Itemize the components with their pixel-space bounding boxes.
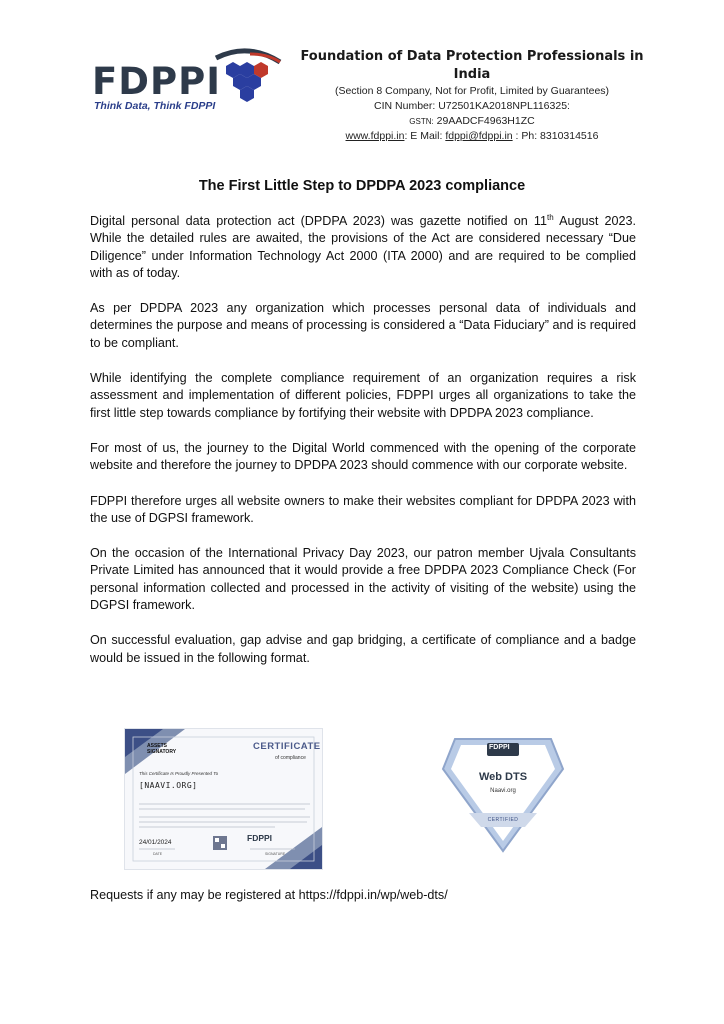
seal-line-1: ASSETS <box>147 743 168 749</box>
gstn-label: GSTN: <box>409 117 434 126</box>
badge-title: Web DTS <box>478 771 528 783</box>
certificate-sample <box>125 729 322 869</box>
certificate-date-label: DATE <box>153 852 163 856</box>
contact-line <box>292 129 652 144</box>
org-name: Foundation of Data Protection Professionals in India <box>300 49 644 82</box>
badge-logo: FDPPI <box>489 744 510 751</box>
paragraph-1 <box>90 213 636 282</box>
website-link[interactable]: www.fdppi.in <box>345 130 405 142</box>
certificate-date: 24/01/2024 <box>139 839 172 846</box>
p1-text-a: Digital personal data protection act (DPDPA 2023) was gazette notified on 11 <box>90 214 548 228</box>
certificate-sign-label: SIGNATURE <box>265 852 286 856</box>
certificate-seal-label <box>147 743 176 755</box>
logo-arc-icon <box>210 48 284 110</box>
paragraph-5: FDPPI therefore urges all website owners to make their websites compliant for DPDPA 2023 with the use of DGPSI framework. <box>90 493 636 525</box>
paragraph-7: On successful evaluation, gap advise and gap bridging, a certificate of compliance and a badge would be issued in the following format. <box>90 633 636 665</box>
paragraph-3: While identifying the complete compliance requirement of an organization requires a risk assessment and implementation of different policies, FDPPI urges all organizations to take the first little step towards compliance by fortifying their website with DPDPA 2023 compliance. <box>90 371 636 420</box>
badge-site: Naavi.org <box>490 788 516 794</box>
page-title: The First Little Step to DPDPA 2023 compliance <box>198 178 526 194</box>
paragraph-4: For most of us, the journey to the Digital World commenced with the opening of the corporate website and therefore the journey to DPDPA 2023 should commence with our corporate website. <box>90 440 636 473</box>
phone: : Ph: 8310314516 <box>515 130 599 142</box>
org-type: (Section 8 Company, Not for Profit, Limited by Guarantees) <box>334 85 610 97</box>
gstn <box>292 114 652 129</box>
gstn-value: 29AADCF4963H1ZC <box>436 115 535 127</box>
certificate-org: [NAAVI.ORG] <box>139 781 198 790</box>
web-dts-badge <box>441 735 565 853</box>
badge-ribbon: CERTIFIED <box>487 817 519 823</box>
email-link[interactable]: fdppi@fdppi.in <box>445 130 513 142</box>
paragraph-2: As per DPDPA 2023 any organization which processes personal data of individuals and determines the purpose and means of processing is considered a “Data Fiduciary” and is required to be compliant. <box>90 301 636 350</box>
seal-line-2: SIGNATORY <box>147 749 177 755</box>
paragraph-6: On the occasion of the International Privacy Day 2023, our patron member Ujvala Consultants Private Limited has announced that it would provide a free DPDPA 2023 Compliance Check (For personal information collected and processed in the activity of visiting of the website) using the DGPSI framework. <box>90 546 636 613</box>
request-line: Requests if any may be registered at https://fdppi.in/wp/web-dts/ <box>90 888 448 902</box>
document-body <box>90 213 636 685</box>
logo-tagline: Think Data, Think FDPPI <box>94 100 216 112</box>
email-label: : E Mail: <box>404 130 443 142</box>
cin-number: CIN Number: U72501KA2018NPL116325: <box>374 100 570 112</box>
fdppi-logo <box>92 48 292 118</box>
p1-text-b: August 2023. While the detailed rules are awaited, the provisions of the Act are considered necessary “Due Diligence” under Information Technology Act 2000 (ITA 2000) and are required to be complied with as of today. <box>90 214 636 280</box>
certificate-intro: This Certificate Is Proudly Presented To <box>139 771 219 776</box>
organization-details <box>292 48 652 144</box>
logo-wordmark: FDPPI <box>92 60 221 103</box>
badge-shield-icon <box>441 735 565 853</box>
letterhead <box>92 48 652 142</box>
certificate-title: CERTIFICATE <box>253 741 321 752</box>
certificate-subtitle: of compliance <box>275 755 306 761</box>
certificate-logo: FDPPI <box>247 833 273 843</box>
p1-superscript: th <box>547 212 554 222</box>
